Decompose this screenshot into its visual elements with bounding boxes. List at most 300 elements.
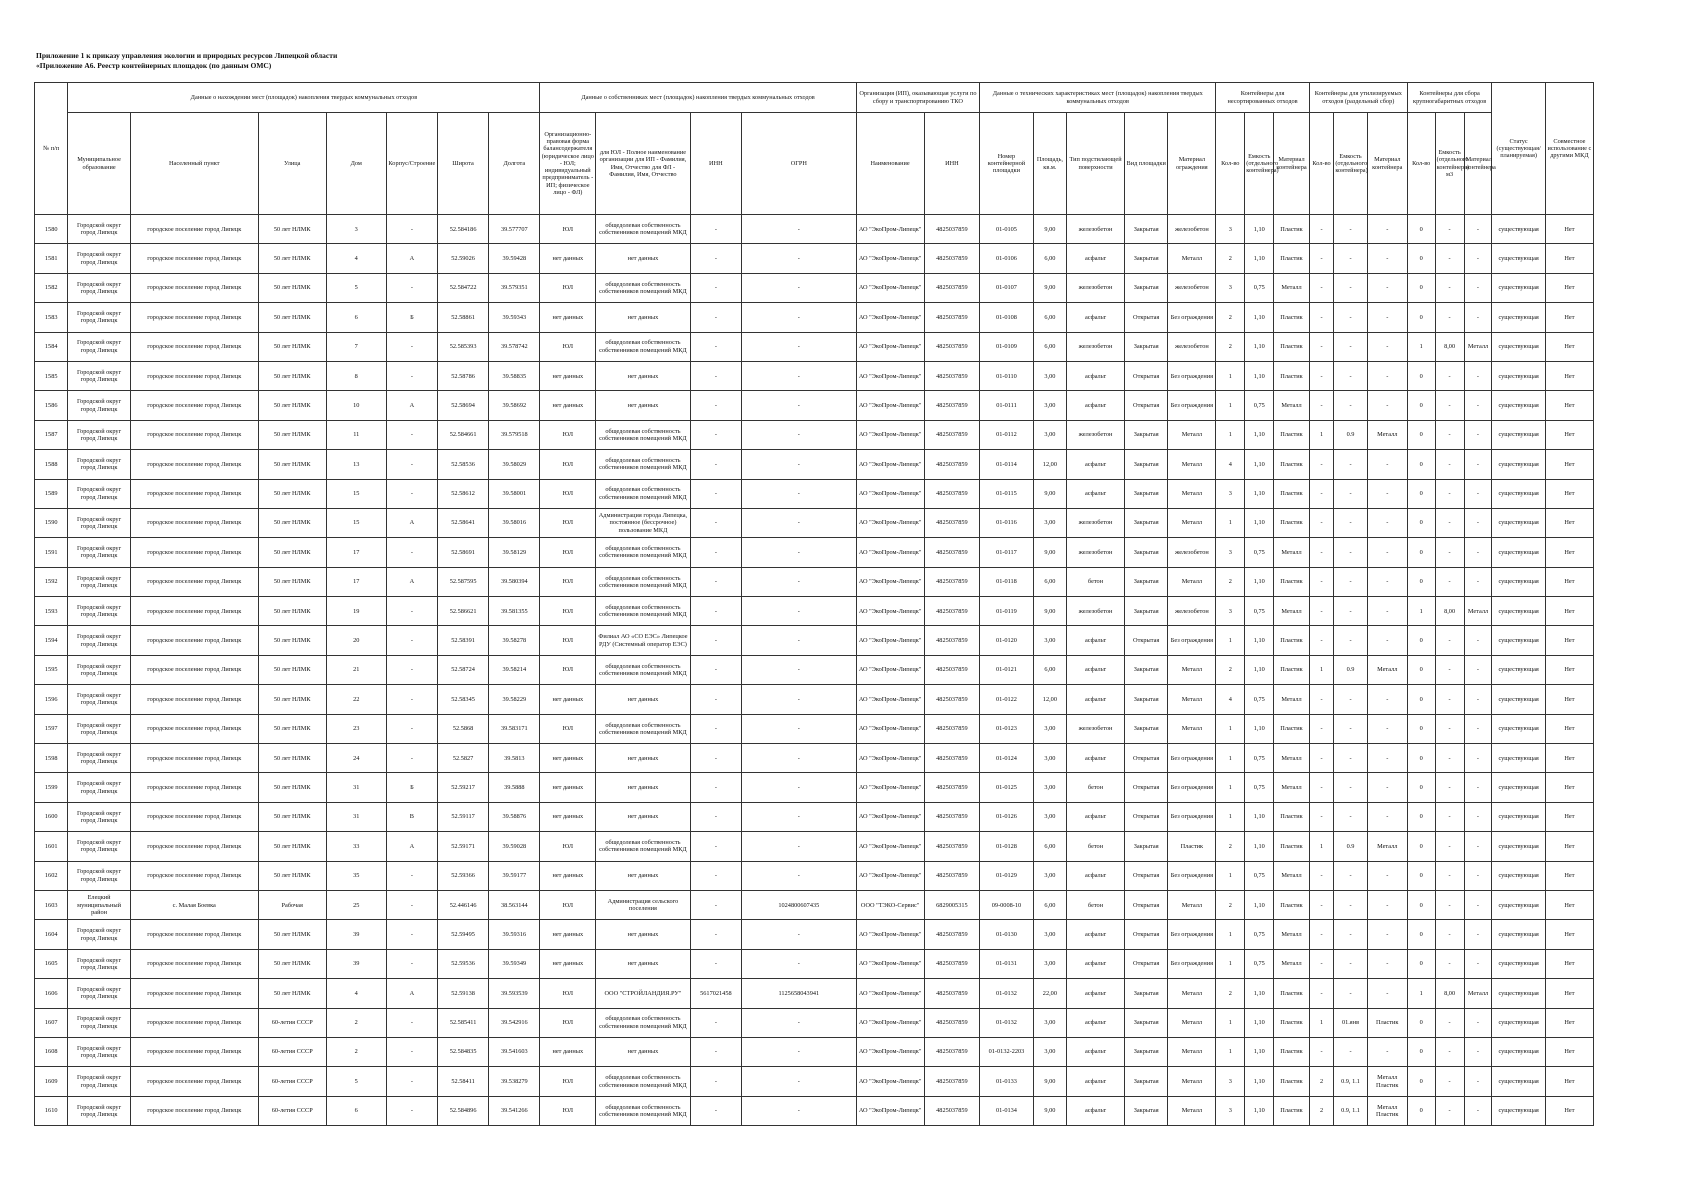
cell-text: ЮЛ	[562, 225, 574, 233]
cell-site-type	[1124, 597, 1167, 626]
cell-house	[326, 802, 386, 831]
cell-text: городское поселение город Липецк	[147, 284, 242, 292]
cell-operator-inn	[924, 450, 980, 479]
cell-text: АО "ЭкоПром-Липецк"	[858, 254, 922, 262]
cell-text: 1592	[44, 578, 58, 586]
cell-text: существующая	[1498, 1077, 1539, 1085]
cell-num	[35, 332, 68, 361]
cell-text: 1580	[44, 225, 58, 233]
cell-text: 01-0117	[996, 548, 1017, 556]
cell-text: -	[1320, 1048, 1323, 1056]
cell-num	[35, 890, 68, 919]
cell-text: Пластик	[1280, 1019, 1303, 1027]
cell-text: -	[1476, 842, 1480, 850]
cell-fence	[1168, 685, 1216, 714]
cell-lat	[437, 1037, 488, 1066]
cell-mixed-mat	[1274, 890, 1310, 919]
cell-bulky-qty	[1407, 244, 1435, 273]
cell-legal-form	[540, 420, 596, 449]
cell-lat	[437, 567, 488, 596]
cell-rec-qty	[1309, 567, 1333, 596]
cell-text: -	[1349, 901, 1352, 909]
cell-mixed-mat	[1274, 273, 1310, 302]
cell-shared	[1545, 303, 1593, 332]
cell-text: -	[714, 1077, 717, 1085]
cell-text: 0	[1419, 960, 1423, 968]
col-bulky-cap: Емкость (отдельного контейнера) м3	[1435, 113, 1464, 215]
cell-text: Металл	[1467, 343, 1489, 351]
cell-mixed-qty	[1216, 685, 1245, 714]
cell-text: -	[797, 548, 800, 556]
cell-text: 1604	[44, 930, 58, 938]
cell-house	[326, 508, 386, 537]
cell-text: существующая	[1498, 901, 1539, 909]
cell-text: -	[1386, 284, 1389, 292]
cell-text: городское поселение город Липецк	[147, 343, 242, 351]
cell-operator-name	[856, 420, 924, 449]
cell-text: -	[797, 607, 800, 615]
cell-text: железобетон	[1174, 343, 1209, 351]
cell-text: 39.59177	[502, 872, 527, 880]
cell-text: Городской округ город Липецк	[76, 368, 122, 384]
cell-num	[35, 597, 68, 626]
cell-mixed-mat	[1274, 244, 1310, 273]
cell-num	[35, 655, 68, 684]
cell-text: 1581	[44, 254, 58, 262]
cell-lon	[489, 479, 540, 508]
cell-house	[326, 450, 386, 479]
cell-legal-form	[540, 832, 596, 861]
cell-text: -	[797, 225, 800, 233]
cell-mixed-cap	[1245, 626, 1274, 655]
cell-bulky-mat	[1464, 920, 1492, 949]
cell-settlement	[130, 655, 258, 684]
cell-mixed-cap	[1245, 1008, 1274, 1037]
cell-surface	[1067, 861, 1125, 890]
cell-text: нет данных	[552, 313, 584, 321]
cell-text: -	[1349, 989, 1352, 997]
cell-operator-inn	[924, 802, 980, 831]
cell-text: Без ограждения	[1170, 960, 1213, 968]
cell-text: -	[410, 460, 413, 468]
cell-text: Пластик	[1280, 1048, 1303, 1056]
cell-text: 8	[354, 372, 358, 380]
cell-text: Нет	[1564, 666, 1575, 674]
cell-site-no	[980, 861, 1033, 890]
cell-text: Без ограждения	[1170, 372, 1213, 380]
cell-text: -	[797, 372, 800, 380]
cell-street	[258, 802, 326, 831]
cell-text: Металл	[1281, 783, 1302, 791]
cell-bulky-cap	[1435, 714, 1464, 743]
cell-text: нет данных	[552, 695, 584, 703]
group-recyclable: Контейнеры для утилизируемых отходов (раздельный сбор)	[1309, 83, 1407, 113]
cell-lon	[489, 244, 540, 273]
cell-operator-inn	[924, 391, 980, 420]
cell-text: ЮЛ	[562, 901, 574, 909]
cell-num	[35, 1008, 68, 1037]
cell-text: 6,00	[1044, 842, 1056, 850]
cell-text: -	[797, 1107, 800, 1115]
cell-num	[35, 244, 68, 273]
cell-text: асфальт	[1084, 960, 1107, 968]
cell-text: Нет	[1564, 1019, 1575, 1027]
cell-shared	[1545, 244, 1593, 273]
cell-text: Нет	[1564, 460, 1575, 468]
cell-num	[35, 714, 68, 743]
heading-line-1: Приложение 1 к приказу управления экологии и природных ресурсов Липецкой области	[36, 51, 338, 60]
cell-text: 4825037859	[936, 666, 968, 674]
cell-text: общедолевая собственность собственников помещений МКД	[599, 486, 687, 501]
cell-text: 1	[1319, 666, 1324, 674]
cell-text: 0.9, 1.1	[1341, 1077, 1360, 1085]
cell-street	[258, 744, 326, 773]
cell-site-type	[1124, 1096, 1167, 1125]
cell-text: ЮЛ	[562, 666, 574, 674]
cell-site-type	[1124, 420, 1167, 449]
cell-area	[1033, 420, 1066, 449]
cell-owner-ogrn	[741, 773, 856, 802]
cell-text: -	[714, 901, 717, 909]
cell-rec-cap	[1334, 1096, 1367, 1125]
col-site-type: Вид площадки	[1124, 113, 1167, 215]
cell-settlement	[130, 450, 258, 479]
cell-text: -	[797, 343, 800, 351]
cell-house	[326, 479, 386, 508]
cell-bulky-mat	[1464, 450, 1492, 479]
cell-text: Нет	[1564, 431, 1575, 439]
cell-text: 9,00	[1044, 607, 1056, 615]
cell-house	[326, 890, 386, 919]
container-sites-register-table	[34, 82, 1594, 1126]
cell-shared	[1545, 1096, 1593, 1125]
cell-operator-inn	[924, 861, 980, 890]
cell-text: 01-0108	[995, 313, 1017, 321]
cell-text: -	[1476, 460, 1480, 468]
cell-operator-inn	[924, 215, 980, 244]
cell-text: -	[1448, 1107, 1451, 1115]
cell-text: асфальт	[1084, 695, 1107, 703]
cell-text: -	[1448, 813, 1451, 821]
cell-building	[386, 714, 437, 743]
cell-text: Открытая	[1133, 401, 1160, 409]
cell-text: 4825037859	[936, 284, 968, 292]
cell-operator-inn	[924, 1096, 980, 1125]
cell-mixed-mat	[1274, 655, 1310, 684]
cell-text: асфальт	[1084, 372, 1107, 380]
cell-text: 50 лет НЛМК	[273, 343, 311, 351]
cell-owner-name	[596, 567, 691, 596]
cell-text: Пластик	[1280, 460, 1303, 468]
cell-text: 39.58029	[502, 460, 527, 468]
cell-text: Открытая	[1133, 872, 1160, 880]
cell-text: 39.58129	[502, 548, 527, 556]
cell-text: Металл	[1377, 842, 1398, 850]
cell-municipality	[68, 538, 130, 567]
cell-text: 0,75	[1253, 872, 1265, 880]
cell-text: Металл	[1181, 431, 1202, 439]
cell-text: 39.538279	[500, 1077, 528, 1085]
cell-text: 52.587595	[449, 578, 477, 586]
cell-text: -	[1476, 284, 1480, 292]
cell-operator-inn	[924, 273, 980, 302]
cell-text: Городской округ город Липецк	[76, 339, 122, 354]
cell-text: -	[1320, 989, 1323, 997]
cell-status	[1492, 1067, 1545, 1096]
cell-text: ЮЛ	[562, 578, 574, 586]
cell-house	[326, 1096, 386, 1125]
cell-text: АО "ЭкоПром-Липецк"	[858, 578, 922, 586]
cell-text: 6	[354, 313, 358, 321]
cell-mixed-mat	[1274, 391, 1310, 420]
cell-text: -	[1448, 460, 1451, 468]
cell-text: -	[1349, 813, 1352, 821]
cell-text: существующая	[1498, 607, 1539, 615]
cell-settlement	[130, 391, 258, 420]
cell-rec-mat	[1367, 890, 1407, 919]
cell-text: 3	[1228, 490, 1232, 498]
cell-municipality	[68, 567, 130, 596]
cell-text: АО "ЭкоПром-Липецк"	[858, 225, 922, 233]
cell-text: 01-0131	[995, 960, 1017, 968]
cell-bulky-cap	[1435, 215, 1464, 244]
cell-site-no	[980, 244, 1033, 273]
cell-bulky-qty	[1407, 508, 1435, 537]
cell-text: 4825037859	[936, 989, 968, 997]
cell-fence	[1168, 538, 1216, 567]
cell-text: общедолевая собственность собственников помещений МКД	[599, 339, 687, 354]
cell-text: Металл	[1181, 1077, 1202, 1085]
cell-text: ЮЛ	[562, 842, 574, 850]
cell-text: -	[714, 725, 717, 733]
cell-text: Городской округ город Липецк	[76, 1044, 122, 1060]
cell-text: Металл Пластик	[1376, 1103, 1399, 1118]
cell-bulky-cap	[1435, 744, 1464, 773]
cell-text: 1608	[44, 1048, 58, 1056]
cell-text: -	[1476, 872, 1480, 880]
cell-text: 52.584661	[449, 431, 477, 439]
cell-text: -	[1448, 372, 1451, 380]
cell-bulky-cap	[1435, 655, 1464, 684]
cell-text: железобетон	[1078, 225, 1113, 233]
cell-building	[386, 861, 437, 890]
cell-num	[35, 567, 68, 596]
cell-house	[326, 273, 386, 302]
cell-owner-name	[596, 1096, 691, 1125]
cell-legal-form	[540, 391, 596, 420]
cell-mixed-cap	[1245, 890, 1274, 919]
cell-bulky-mat	[1464, 479, 1492, 508]
cell-text: А	[409, 578, 415, 586]
cell-text: существующая	[1498, 519, 1539, 527]
cell-legal-form	[540, 979, 596, 1008]
cell-text: 01-0114	[996, 460, 1017, 468]
cell-text: 8,00	[1444, 607, 1456, 615]
cell-owner-inn	[690, 1008, 741, 1037]
cell-text: существующая	[1498, 754, 1539, 762]
cell-text: АО "ЭкоПром-Липецк"	[858, 1019, 922, 1027]
cell-text: 0	[1419, 666, 1423, 674]
cell-text: -	[1448, 872, 1451, 880]
cell-fence	[1168, 773, 1216, 802]
cell-text: общедолевая собственность собственников помещений МКД	[599, 1015, 687, 1030]
cell-text: 01-0128	[995, 842, 1017, 850]
cell-fence	[1168, 361, 1216, 390]
cell-text: 3,00	[1044, 754, 1056, 762]
cell-text: ЮЛ	[562, 519, 574, 527]
cell-owner-inn	[690, 244, 741, 273]
cell-text: 52.59495	[451, 930, 475, 938]
cell-street	[258, 479, 326, 508]
cell-text: -	[1476, 1077, 1480, 1085]
cell-municipality	[68, 420, 130, 449]
cell-text: -	[714, 578, 717, 586]
cell-text: 3	[354, 225, 358, 233]
cell-text: -	[1320, 225, 1323, 233]
cell-operator-name	[856, 1067, 924, 1096]
cell-text: -	[1320, 372, 1323, 380]
table-row	[35, 979, 1594, 1008]
col-operator-inn: ИНН	[924, 113, 980, 215]
cell-text: 3,00	[1044, 372, 1056, 380]
cell-text: городское поселение город Липецк	[147, 637, 242, 645]
cell-text: 4825037859	[936, 754, 968, 762]
cell-area	[1033, 744, 1066, 773]
cell-site-no	[980, 1067, 1033, 1096]
cell-operator-inn	[924, 361, 980, 390]
cell-status	[1492, 979, 1545, 1008]
cell-area	[1033, 949, 1066, 978]
cell-legal-form	[540, 861, 596, 890]
cell-text: -	[1386, 578, 1389, 586]
cell-street	[258, 1067, 326, 1096]
cell-text: 1,10	[1253, 637, 1265, 645]
cell-status	[1492, 508, 1545, 537]
cell-site-no	[980, 920, 1033, 949]
cell-text: -	[1320, 872, 1323, 880]
cell-settlement	[130, 744, 258, 773]
cell-operator-name	[856, 538, 924, 567]
cell-text: -	[1386, 490, 1389, 498]
cell-lon	[489, 685, 540, 714]
cell-bulky-mat	[1464, 773, 1492, 802]
cell-text: общедолевая собственность собственников помещений МКД	[599, 574, 687, 589]
cell-surface	[1067, 685, 1125, 714]
cell-site-type	[1124, 391, 1167, 420]
cell-text: 1,10	[1253, 1107, 1265, 1115]
cell-settlement	[130, 979, 258, 1008]
cell-site-no	[980, 979, 1033, 1008]
cell-text: -	[410, 754, 413, 762]
cell-bulky-cap	[1435, 979, 1464, 1008]
cell-fence	[1168, 567, 1216, 596]
cell-mixed-qty	[1216, 244, 1245, 273]
cell-rec-cap	[1334, 1008, 1367, 1037]
cell-num	[35, 802, 68, 831]
cell-mixed-mat	[1274, 714, 1310, 743]
cell-owner-name	[596, 832, 691, 861]
cell-mixed-qty	[1216, 861, 1245, 890]
cell-text: 3,00	[1044, 1019, 1056, 1027]
cell-text: 3,00	[1044, 1048, 1056, 1056]
cell-text: 52.446146	[449, 901, 477, 909]
cell-text: Закрытая	[1133, 607, 1159, 615]
cell-surface	[1067, 244, 1125, 273]
cell-owner-ogrn	[741, 1037, 856, 1066]
cell-settlement	[130, 420, 258, 449]
cell-rec-cap	[1334, 597, 1367, 626]
cell-surface	[1067, 479, 1125, 508]
cell-bulky-cap	[1435, 332, 1464, 361]
cell-site-no	[980, 303, 1033, 332]
cell-text: Нет	[1564, 989, 1575, 997]
cell-status	[1492, 949, 1545, 978]
cell-mixed-mat	[1274, 567, 1310, 596]
cell-owner-name	[596, 626, 691, 655]
cell-text: 22	[353, 695, 360, 703]
cell-text: -	[714, 930, 717, 938]
cell-mixed-qty	[1216, 450, 1245, 479]
cell-lat	[437, 1067, 488, 1096]
cell-bulky-mat	[1464, 1008, 1492, 1037]
cell-owner-ogrn	[741, 538, 856, 567]
cell-text: -	[410, 1077, 413, 1085]
cell-rec-cap	[1334, 420, 1367, 449]
cell-text: Без ограждения	[1170, 783, 1213, 791]
cell-bulky-mat	[1464, 744, 1492, 773]
cell-bulky-mat	[1464, 538, 1492, 567]
cell-mixed-cap	[1245, 479, 1274, 508]
table-row	[35, 508, 1594, 537]
cell-text: асфальт	[1084, 754, 1107, 762]
cell-text: ЮЛ	[562, 725, 574, 733]
cell-rec-mat	[1367, 215, 1407, 244]
cell-legal-form	[540, 508, 596, 537]
cell-text: 4825037859	[936, 401, 968, 409]
cell-text: -	[1320, 637, 1323, 645]
cell-text: -	[410, 372, 413, 380]
cell-text: 1	[1319, 431, 1324, 439]
cell-text: -	[1386, 754, 1389, 762]
cell-owner-name	[596, 920, 691, 949]
cell-num	[35, 685, 68, 714]
col-house: Дом	[326, 113, 386, 215]
cell-text: Металл	[1377, 666, 1398, 674]
cell-rec-cap	[1334, 685, 1367, 714]
cell-text: 2	[354, 1048, 358, 1056]
cell-operator-inn	[924, 920, 980, 949]
cell-text: 3,00	[1044, 960, 1056, 968]
cell-surface	[1067, 332, 1125, 361]
cell-text: 24	[353, 754, 360, 762]
table-row	[35, 1067, 1594, 1096]
cell-text: 52.59117	[451, 813, 475, 821]
cell-municipality	[68, 744, 130, 773]
cell-surface	[1067, 420, 1125, 449]
cell-text: АО "ЭкоПром-Липецк"	[858, 490, 922, 498]
cell-site-type	[1124, 450, 1167, 479]
cell-rec-mat	[1367, 1037, 1407, 1066]
cell-legal-form	[540, 273, 596, 302]
cell-street	[258, 979, 326, 1008]
cell-building	[386, 626, 437, 655]
cell-surface	[1067, 215, 1125, 244]
cell-text: асфальт	[1084, 1107, 1107, 1115]
cell-owner-name	[596, 215, 691, 244]
cell-text: -	[1448, 254, 1451, 262]
cell-text: 6,00	[1044, 254, 1056, 262]
cell-house	[326, 361, 386, 390]
